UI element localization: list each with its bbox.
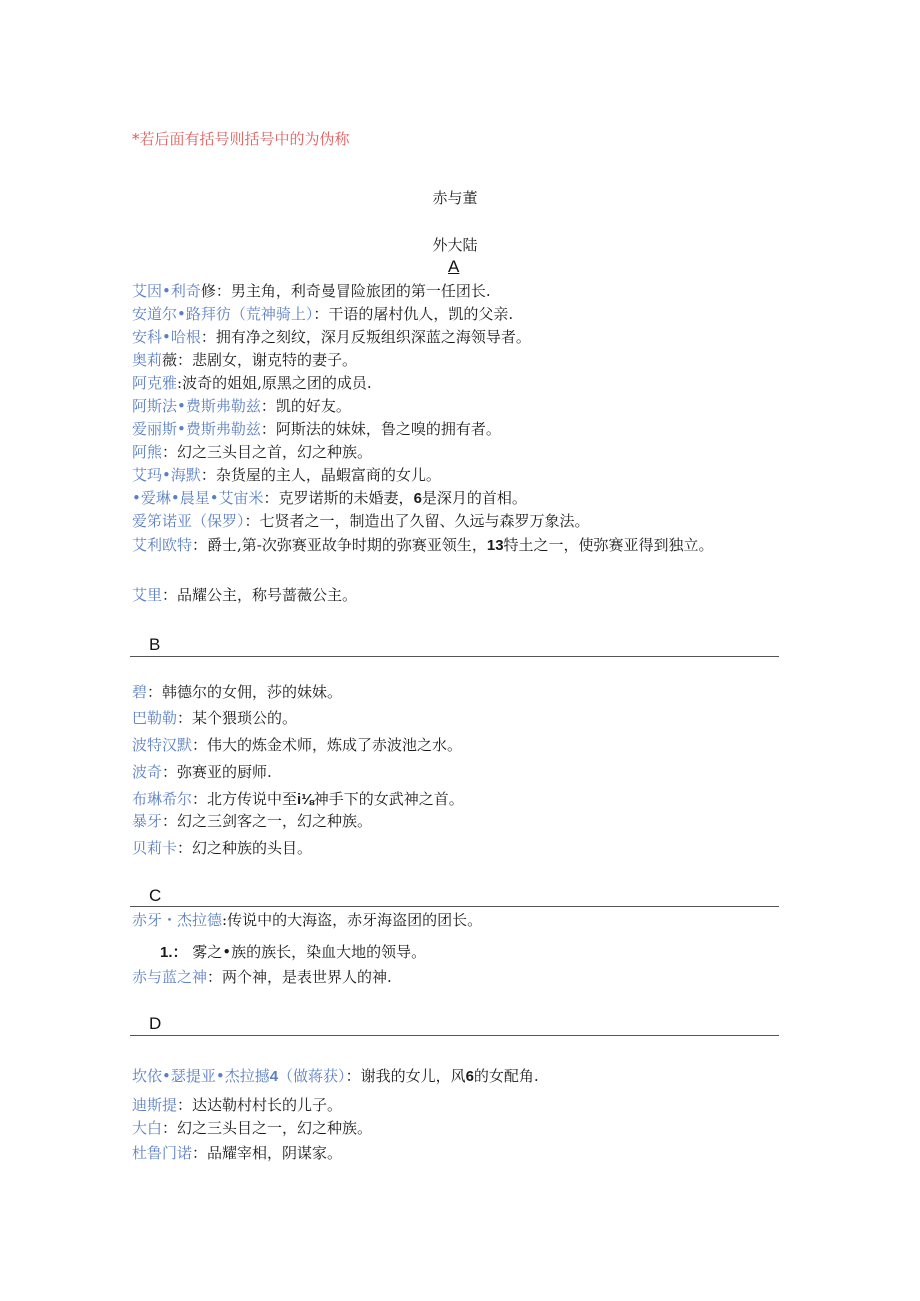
list-item — [132, 965, 782, 989]
section-divider — [130, 656, 779, 657]
character-name: 艾因•利奇 — [132, 282, 201, 300]
character-desc: ：爵士,第-次弥赛亚故争时期的弥赛亚领生， — [192, 536, 487, 554]
list-item — [132, 533, 782, 558]
character-number: 1.： — [160, 944, 188, 961]
group-letter-c: C — [149, 886, 162, 905]
character-name: 爱丽斯•费斯弗勒兹 — [132, 420, 261, 438]
character-desc: ：阿斯法的妹妹，鲁之嗅的拥有者。 — [260, 420, 501, 438]
list-item — [132, 325, 782, 349]
character-name: 杜鲁门诺 — [132, 1144, 193, 1162]
character-name: 阿熊 — [132, 443, 163, 461]
list-item — [132, 279, 782, 303]
character-desc-cont: 特土之一，使弥赛亚得到独立。 — [503, 536, 714, 554]
character-name: 奥莉 — [132, 351, 163, 369]
character-name: 波特汉默 — [132, 736, 193, 754]
character-desc: ：克罗诺斯的未婚妻， — [263, 489, 414, 507]
character-desc: :传说中的大海盗，赤牙海盗团的团长。 — [222, 911, 483, 929]
character-desc: 薇：悲剧女，谢克特的妻子。 — [162, 351, 358, 369]
character-number: 6 — [413, 490, 422, 507]
list-item — [132, 1093, 782, 1117]
character-name: 赤与蓝之神 — [132, 968, 208, 986]
list-item — [132, 809, 782, 833]
character-desc: ：幻之三头目之一，幻之种族。 — [162, 1119, 373, 1137]
character-name: 贝莉卡 — [132, 839, 178, 857]
character-desc: ：达达勒村村长的儿子。 — [177, 1096, 343, 1114]
section-title: 外大陆 — [432, 236, 478, 254]
list-item — [160, 940, 810, 965]
list-item — [132, 706, 782, 730]
character-number: 13 — [486, 537, 504, 554]
character-name: 迪斯提 — [132, 1096, 178, 1114]
character-desc: ：拥有净之刻纹，深月反叛组织深蓝之海领导者。 — [200, 328, 531, 346]
character-name: 赤牙・杰拉德 — [132, 911, 223, 929]
character-name-number: 4 — [269, 1068, 279, 1085]
character-alias: （做蒋获） — [278, 1067, 346, 1085]
list-item — [132, 733, 782, 757]
list-item — [132, 680, 782, 704]
character-desc: ：两个神，是表世界人的神. — [207, 968, 392, 986]
character-desc: ：韩德尔的女佣，莎的妹妹。 — [147, 683, 343, 701]
character-name: 艾玛•海默 — [132, 466, 201, 484]
character-name: 大白 — [132, 1119, 163, 1137]
list-item — [132, 463, 782, 487]
character-desc: ：幻之种族的头目。 — [177, 839, 313, 857]
character-desc: ：品耀宰相，阴谋家。 — [192, 1144, 343, 1162]
character-name: 阿克雅 — [132, 374, 178, 392]
character-name: 爱笫诺亚（保罗） — [132, 512, 245, 530]
list-item — [132, 1064, 782, 1089]
list-item — [132, 760, 782, 784]
character-desc: ：七贤者之一，制造出了久留、久远与森罗万象法。 — [244, 512, 590, 530]
character-desc: ：伟大的炼金术师，炼成了赤波池之水。 — [192, 736, 463, 754]
list-item — [132, 417, 782, 441]
list-item — [132, 371, 782, 395]
section-divider — [130, 906, 779, 907]
character-desc: ：北方传说中至 — [192, 790, 298, 808]
group-letter-b: B — [149, 635, 161, 654]
character-desc-cont: 的女配角. — [473, 1067, 539, 1085]
character-name: 安科•哈根 — [132, 328, 201, 346]
character-name: 艾利欧特 — [132, 536, 193, 554]
book-title: 赤与董 — [432, 189, 478, 207]
list-item — [132, 348, 782, 372]
section-divider — [130, 1035, 779, 1036]
character-name: 安道尔•路拜彷（荒神骑上） — [132, 305, 314, 323]
list-item — [132, 440, 782, 464]
list-item — [132, 486, 782, 511]
character-desc: ：谢我的女儿，风 — [345, 1067, 466, 1085]
character-desc: ：幻之三剑客之一，幻之种族。 — [162, 812, 373, 830]
pseudonym-note: *若后面有括号则括号中的为伪称 — [132, 130, 350, 148]
character-desc: :波奇的姐姐,原黑之团的成员. — [177, 374, 372, 392]
character-name: 巴勒勒 — [132, 709, 178, 727]
group-letter-d: D — [149, 1014, 162, 1033]
character-desc: ：干语的屠村仇人，凯的父亲. — [313, 305, 514, 323]
list-item — [132, 1141, 782, 1165]
character-desc: ：幻之三头目之首，幻之种族。 — [162, 443, 373, 461]
group-letter-a: A — [448, 257, 460, 276]
character-name: 暴牙 — [132, 812, 163, 830]
character-number: i⅛ — [297, 791, 314, 808]
list-item — [132, 908, 782, 932]
character-name: •爱琳•晨星•艾宙米 — [132, 489, 264, 507]
character-number: 6 — [465, 1068, 474, 1085]
list-item — [132, 583, 782, 607]
character-desc: ：凯的好友。 — [260, 397, 351, 415]
character-desc: ：某个猥琐公的。 — [177, 709, 298, 727]
character-name: 布琳希尔 — [132, 790, 193, 808]
character-desc: ：品耀公主，称号蔷薇公主。 — [162, 586, 358, 604]
character-name: 碧 — [132, 683, 148, 701]
list-item — [132, 1116, 782, 1140]
character-desc: ：弥赛亚的厨师. — [162, 763, 272, 781]
character-desc: 雾之•族的族长，染血大地的领导。 — [192, 943, 427, 961]
character-name: 阿斯法•费斯弗勒兹 — [132, 397, 261, 415]
list-item — [132, 836, 782, 860]
character-desc: ：杂货屋的主人，晶蝦富商的女儿。 — [200, 466, 441, 484]
character-desc: 修：男主角，利奇曼冒险旅团的第一任团长. — [200, 282, 491, 300]
character-name: 坎依•瑟提亚•杰拉撼 — [132, 1067, 270, 1085]
character-desc-cont: 神手下的女武神之首。 — [313, 790, 464, 808]
list-item — [132, 394, 782, 418]
list-item — [132, 509, 782, 533]
character-desc-cont: 是深月的首相。 — [421, 489, 527, 507]
character-name: 波奇 — [132, 763, 163, 781]
character-name: 艾里 — [132, 586, 163, 604]
list-item — [132, 302, 782, 326]
